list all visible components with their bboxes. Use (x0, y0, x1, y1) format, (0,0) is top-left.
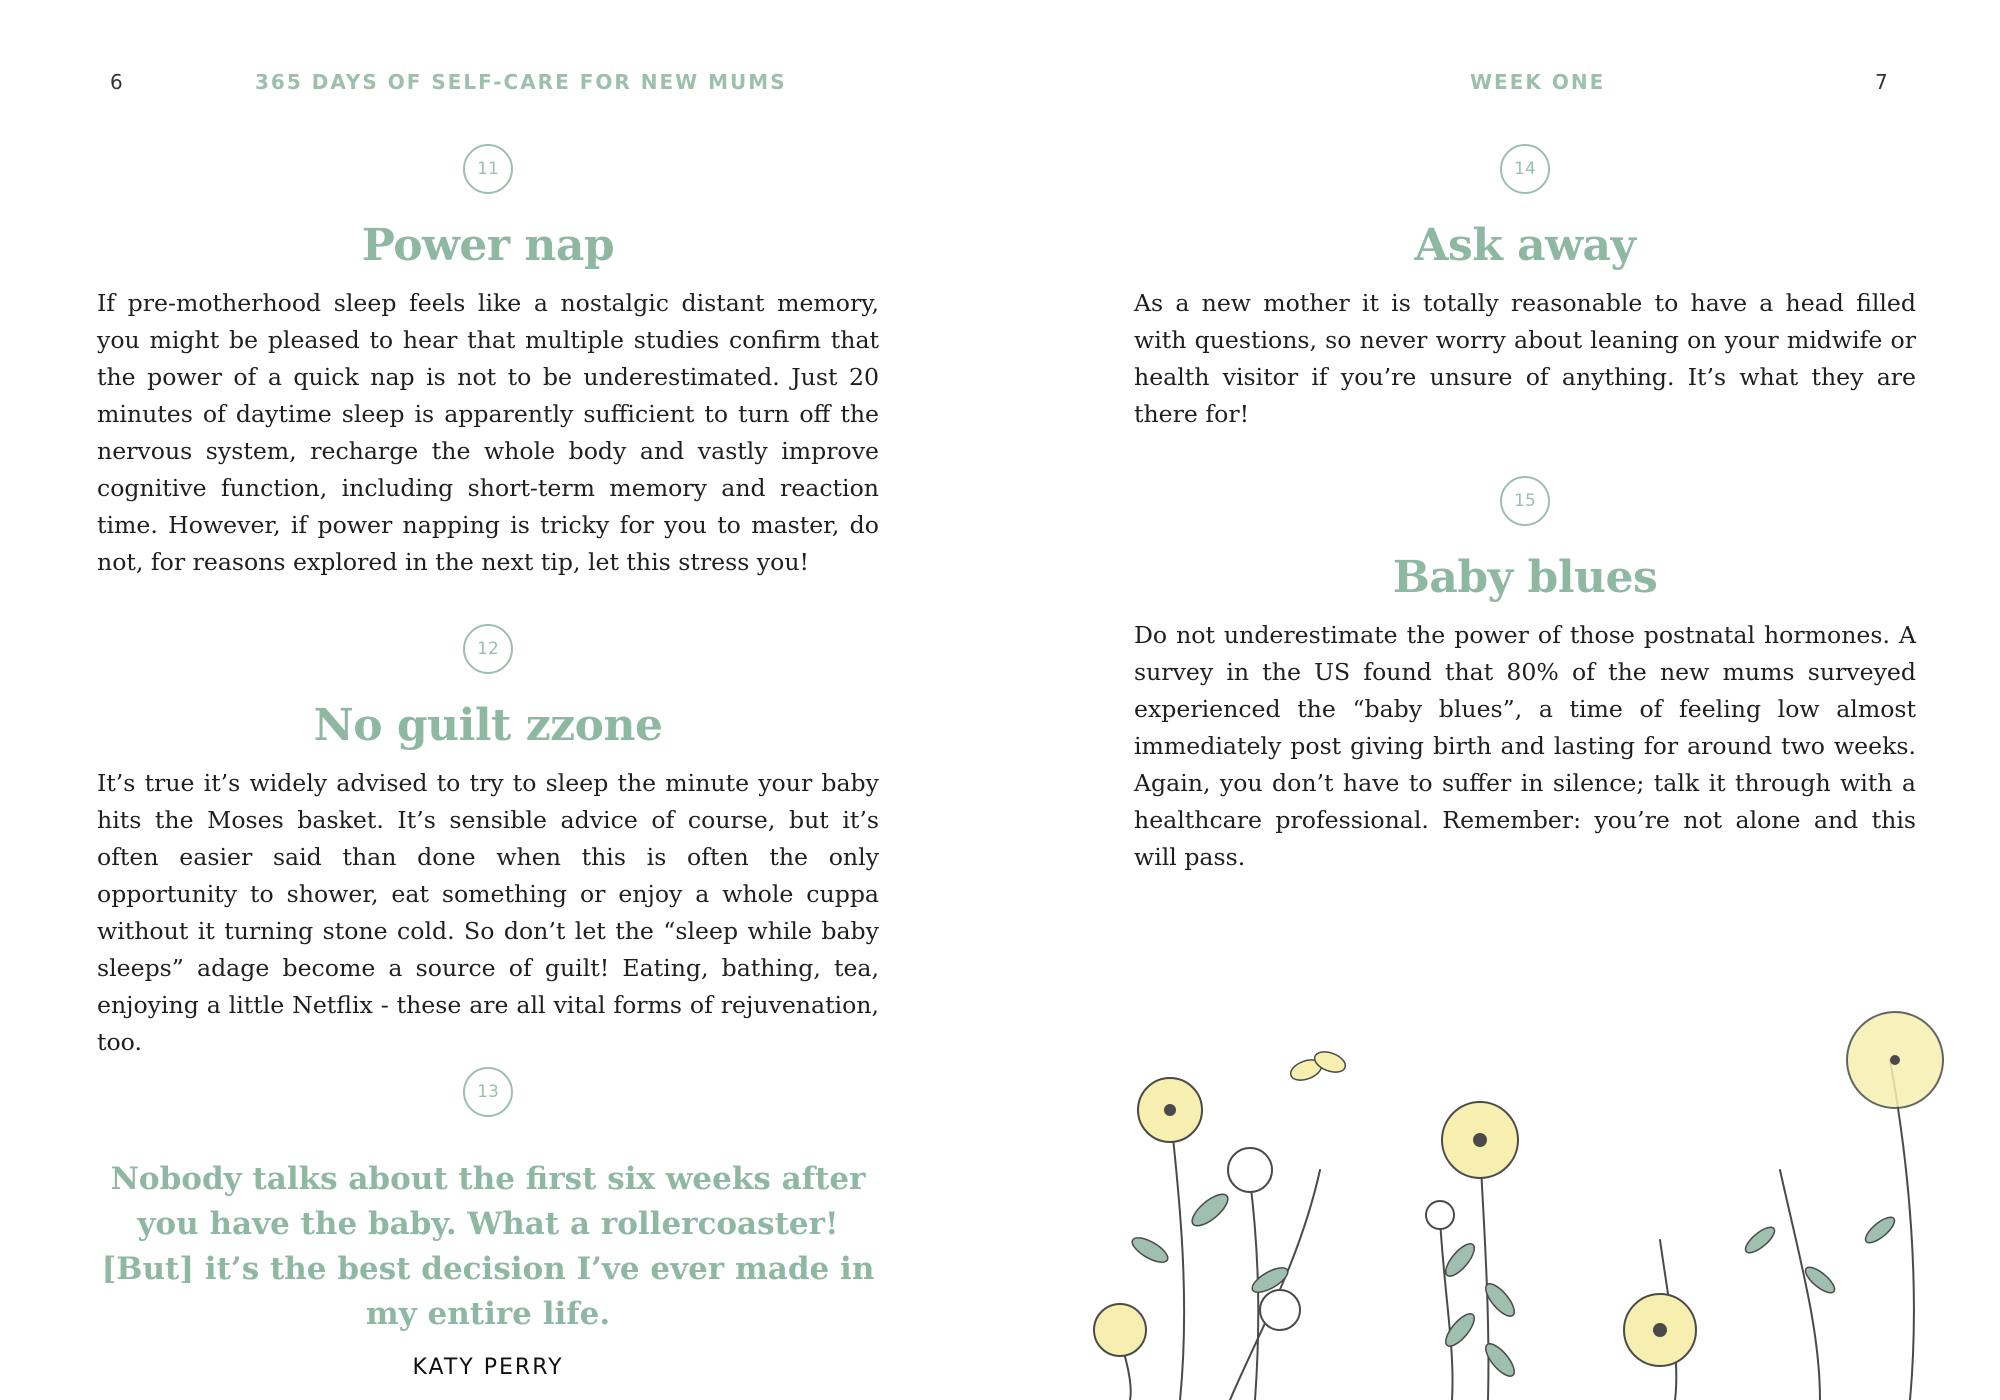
tip-11 (97, 144, 879, 581)
tip-13-quote (97, 1067, 879, 1380)
tip-number-badge: 15 (1500, 476, 1550, 526)
tip-12 (97, 624, 879, 1061)
quote-attribution: KATY PERRY (412, 1355, 564, 1380)
tip-14 (1134, 144, 1916, 433)
tip-body: Do not underestimate the power of those postnatal hormones. A survey in the US found that 80% of the new mums surveyed experienced the “baby blues”, a time of feeling low almost immediately post giving birth and lasting for around two weeks. Again, you don’t have to suffer in silence; talk it through with a healthcare professional. Remember: you’re not alone and this will pass. (1134, 621, 1916, 871)
tip-number-badge: 11 (463, 144, 513, 194)
tip-title: Baby blues (1392, 552, 1658, 603)
tip-number-badge: 12 (463, 624, 513, 674)
running-title-left: 365 DAYS OF SELF-CARE FOR NEW MUMS (255, 70, 787, 94)
butterfly-icon (1288, 1048, 1348, 1084)
tip-body: If pre-motherhood sleep feels like a nostalgic distant memory, you might be pleased to hear that multiple studies confirm that the power of a quick nap is not to be underestimated. Just 20 minutes of daytime sleep is apparently sufficient to turn off the nervous system, recharge the whole body and vastly improve cognitive function, including short-term memory and reaction time. However, if power napping is tricky for you to master, do not, for reasons explored in the next tip, let this stress you! (97, 289, 879, 576)
tip-body: It’s true it’s widely advised to try to sleep the minute your baby hits the Moses basket. It’s sensible advice of course, but it’s often easier said than done when this is often the only opportunity to shower, eat something or enjoy a whole cuppa without it turning stone cold. So don’t let the “sleep while baby sleeps” adage become a source of guilt! Eating, bathing, tea, enjoying a little Netflix - these are all vital forms of rejuvenation, too. (97, 769, 879, 1056)
tip-15 (1134, 476, 1916, 876)
running-title-right: WEEK ONE (1470, 70, 1606, 94)
tip-title: Ask away (1414, 220, 1636, 271)
tip-number-badge: 13 (463, 1067, 513, 1117)
tip-body: As a new mother it is totally reasonable to have a head filled with questions, so never worry about leaning on your midwife or health visitor if you’re unsure of anything. It’s what they are there for! (1134, 289, 1916, 428)
quote-text: Nobody talks about the first six weeks after you have the baby. What a rollercoaster! [But] it’s the best decision I’ve ever made in my entire life. (101, 1161, 875, 1332)
page-number-right: 7 (1875, 70, 1888, 94)
tip-title: No guilt zzone (313, 700, 663, 751)
page-number-left: 6 (110, 70, 123, 94)
tip-title: Power nap (361, 220, 615, 271)
wildflower-illustration (1060, 1000, 1980, 1400)
tip-number-badge: 14 (1500, 144, 1550, 194)
